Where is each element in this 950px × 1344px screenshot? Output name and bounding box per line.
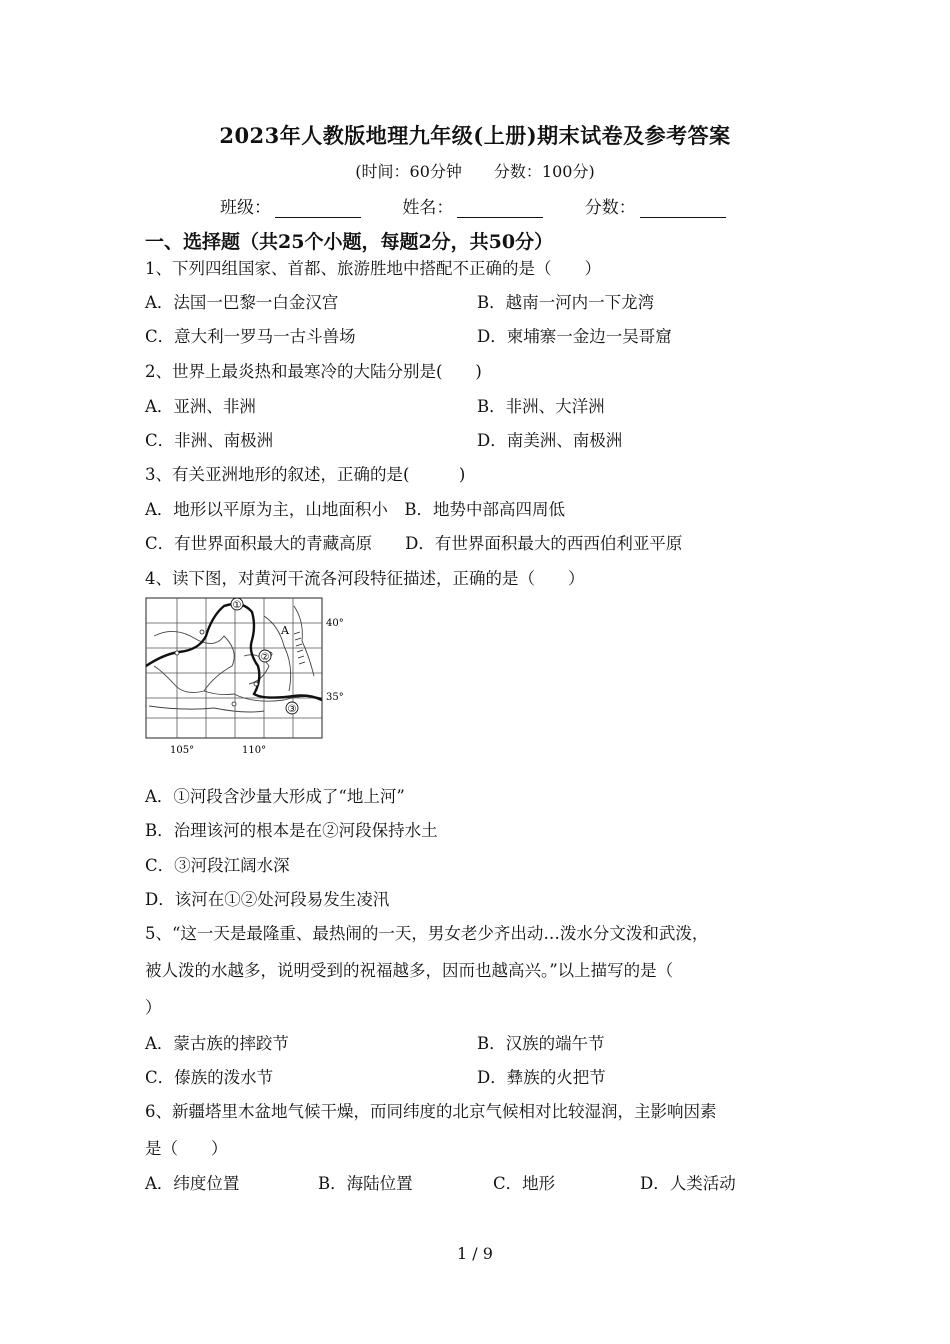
- question-6-stem-line-2: 是（ ）: [145, 1139, 228, 1158]
- lat-35-label: 35°: [326, 692, 344, 703]
- yellow-river-map: [144, 596, 346, 758]
- student-info-row: [220, 193, 762, 218]
- question-5-option-d: D．彝族的火把节: [477, 1068, 606, 1087]
- class-field: [220, 193, 361, 218]
- question-5-stem-line-1: 5、“这一天是最隆重、最热闹的一天，男女老少齐出动…泼水分文泼和武泼，: [145, 924, 709, 943]
- question-1-option-d: D．柬埔寨一金边一吴哥窟: [477, 327, 672, 346]
- circle-3-label: ③: [287, 704, 297, 715]
- question-2-stem: 2、世界上最炎热和最寒冷的大陆分别是( ): [145, 362, 482, 381]
- circle-1-label: ①: [232, 600, 242, 611]
- page-number: 1 / 9: [457, 1244, 493, 1263]
- lat-40-label: 40°: [326, 618, 344, 629]
- lon-110-label: 110°: [242, 745, 267, 756]
- score-field: [585, 193, 726, 218]
- question-5-stem-line-2: 被人泼的水越多，说明受到的祝福越多，因而也越高兴。”以上描写的是（: [145, 961, 674, 980]
- question-1-option-b: B．越南一河内一下龙湾: [477, 293, 655, 312]
- question-5-stem-line-3: ）: [145, 998, 162, 1017]
- question-4-stem: 4、读下图，对黄河干流各河段特征描述，正确的是（ ）: [145, 569, 585, 588]
- question-1-option-c: C．意大利一罗马一古斗兽场: [145, 327, 356, 346]
- lon-105-label: 105°: [170, 745, 195, 756]
- class-label: 班级：: [220, 198, 271, 218]
- question-4-option-b: B．治理该河的根本是在②河段保持水土: [145, 821, 438, 840]
- point-a-label: A: [281, 624, 289, 637]
- circle-2-label: ②: [260, 652, 270, 663]
- question-2-option-b: B．非洲、大洋洲: [477, 397, 605, 416]
- question-6-option-c: C．地形: [493, 1174, 556, 1193]
- question-5-option-c: C．傣族的泼水节: [145, 1068, 274, 1087]
- question-4-option-a: A．①河段含沙量大形成了“地上河”: [145, 787, 405, 806]
- name-label: 姓名：: [402, 198, 454, 218]
- question-3-options-ab: A．地形以平原为主，山地面积小 B．地势中部高四周低: [145, 500, 566, 519]
- question-6-stem-line-1: 6、新疆塔里木盆地气候干燥，而同纬度的北京气候相对比较湿润，主影响因素: [145, 1102, 717, 1121]
- name-field: [402, 193, 543, 218]
- question-4-option-c: C．③河段江阔水深: [145, 856, 290, 875]
- question-1-stem: 1、下列四组国家、首都、旅游胜地中搭配不正确的是（ ）: [145, 259, 601, 278]
- score-blank: [640, 201, 726, 218]
- exam-time-score: (时间：60分钟 分数：100分): [355, 162, 595, 181]
- question-5-option-a: A．蒙古族的摔跤节: [145, 1034, 289, 1053]
- question-6-option-b: B．海陆位置: [318, 1174, 413, 1193]
- section-heading: 一、选择题（共25个小题，每题2分，共50分）: [145, 231, 554, 253]
- page-title: 2023年人教版地理九年级(上册)期末试卷及参考答案: [219, 123, 731, 148]
- question-5-option-b: B．汉族的端午节: [477, 1034, 605, 1053]
- map-frame: [146, 598, 322, 738]
- question-6-option-d: D．人类活动: [640, 1174, 736, 1193]
- question-2-option-d: D．南美洲、南极洲: [477, 431, 623, 450]
- question-2-option-c: C．非洲、南极洲: [145, 431, 274, 450]
- class-blank: [275, 201, 361, 218]
- question-2-option-a: A．亚洲、非洲: [145, 397, 256, 416]
- question-1-option-a: A．法国一巴黎一白金汉宫: [145, 293, 339, 312]
- question-3-stem: 3、有关亚洲地形的叙述，正确的是( ): [145, 465, 466, 484]
- name-blank: [457, 201, 543, 218]
- question-6-option-a: A．纬度位置: [145, 1174, 240, 1193]
- question-3-options-cd: C．有世界面积最大的青藏高原 D．有世界面积最大的西西伯利亚平原: [145, 534, 683, 553]
- question-4-option-d: D．该河在①②处河段易发生凌汛: [145, 890, 390, 909]
- map-grid: [146, 598, 322, 738]
- score-label: 分数：: [584, 198, 636, 218]
